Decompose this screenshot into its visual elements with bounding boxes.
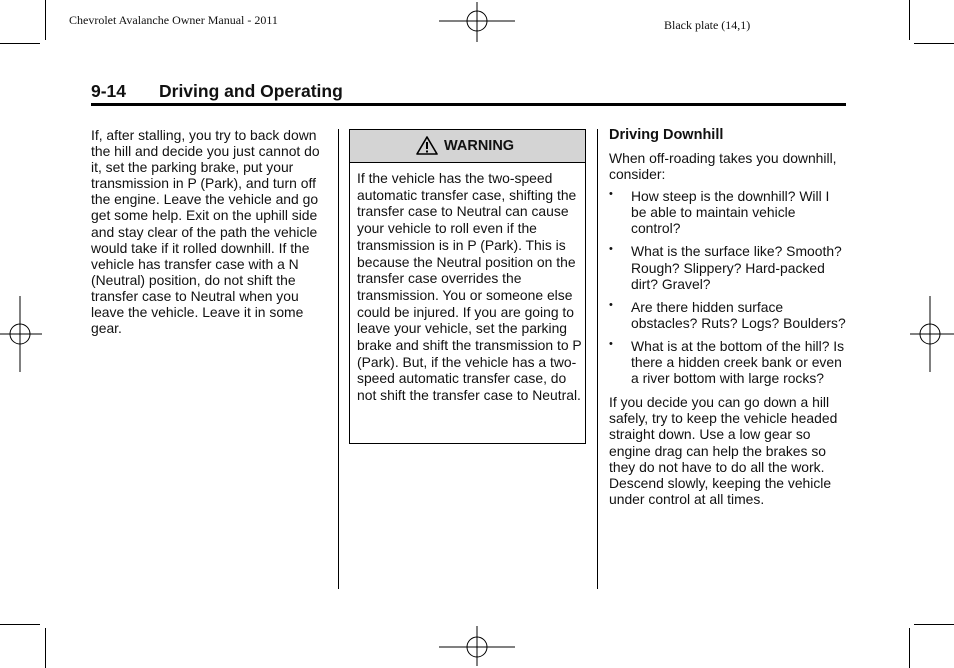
list-item: [609, 243, 846, 291]
crop-mark: [0, 624, 40, 625]
list-item-text: What is the surface like? Smooth? Rough? Slippery? Hard-packed dirt? Gravel?: [631, 243, 842, 292]
page-number: 9-14: [91, 81, 127, 101]
registration-mark-icon: [439, 2, 515, 42]
warning-label: WARNING: [444, 138, 515, 154]
registration-mark-icon: [0, 296, 42, 372]
warning-box: [349, 129, 586, 444]
list-item: [609, 188, 846, 236]
bullet-icon: •: [609, 243, 613, 256]
list-item-text: What is at the bottom of the hill? Is there a hidden creek bank or even a river bottom with large rocks?: [631, 337, 845, 387]
warning-triangle-icon: [416, 136, 438, 155]
crop-mark: [45, 628, 46, 668]
crop-mark: [914, 624, 954, 625]
section-title: Driving and Operating: [159, 81, 343, 101]
column-left: [91, 127, 327, 336]
crop-mark: [0, 43, 40, 44]
crop-mark: [909, 0, 910, 40]
bullet-icon: •: [609, 337, 613, 350]
stalling-paragraph: If, after stalling, you try to back down the hill and decide you just cannot do it, set the parking brake, put your transmission in P (Park), and turn off the engine. Leave the vehicle and go get some help. Exit on the uphill side and stay clear of the path the vehicle would take if it rolled downhill. If the vehicle has transfer case with a N (Neutral) position, do not shift the transfer case to Neutral when you leave the vehicle. Leave it in some gear.: [91, 127, 320, 337]
list-item-text: How steep is the downhill? Will I be able to maintain vehicle control?: [631, 188, 830, 237]
column-divider: [338, 129, 339, 589]
black-plate-label: Black plate (14,1): [664, 18, 751, 32]
registration-mark-icon: [910, 296, 954, 372]
intro-paragraph: When off-roading takes you downhill, consider:: [609, 150, 837, 183]
crop-mark: [45, 0, 46, 40]
warning-paragraph: If the vehicle has the two-speed automatic transfer case, shifting the transfer case to Neutral can cause your vehicle to roll even if the transmission is in P (Park). This is because the Neutral position on the transfer case overrides the transmission. You or someone else could be injured. If you are going to leave your vehicle, set the parking brake and shift the transmission to P (Park). But, if the vehicle has a two-speed automatic transfer case, do not shift the transfer case to Neutral.: [357, 170, 582, 404]
column-divider: [597, 129, 598, 589]
list-item-text: Are there hidden surface obstacles? Ruts? Logs? Boulders?: [631, 298, 846, 331]
registration-mark-icon: [439, 626, 515, 666]
closing-paragraph: If you decide you can go down a hill safely, try to keep the vehicle headed straight down. Use a low gear so engine drag can help the brakes so they do not have to do all the work. Descend slowly, keeping the vehicle under control at all times.: [609, 394, 838, 507]
bullet-icon: •: [609, 298, 613, 311]
list-item: [609, 299, 846, 331]
warning-header: [350, 130, 585, 163]
manual-title: Chevrolet Avalanche Owner Manual - 2011: [69, 13, 278, 27]
warning-body: [357, 170, 582, 404]
crop-mark: [914, 43, 954, 44]
driving-downhill-heading: Driving Downhill: [609, 127, 724, 143]
section-title-bar: [91, 81, 846, 106]
consider-list: [609, 188, 846, 386]
bullet-icon: •: [609, 188, 613, 201]
column-right: [609, 127, 846, 507]
crop-mark: [909, 628, 910, 668]
list-item: [609, 338, 846, 386]
